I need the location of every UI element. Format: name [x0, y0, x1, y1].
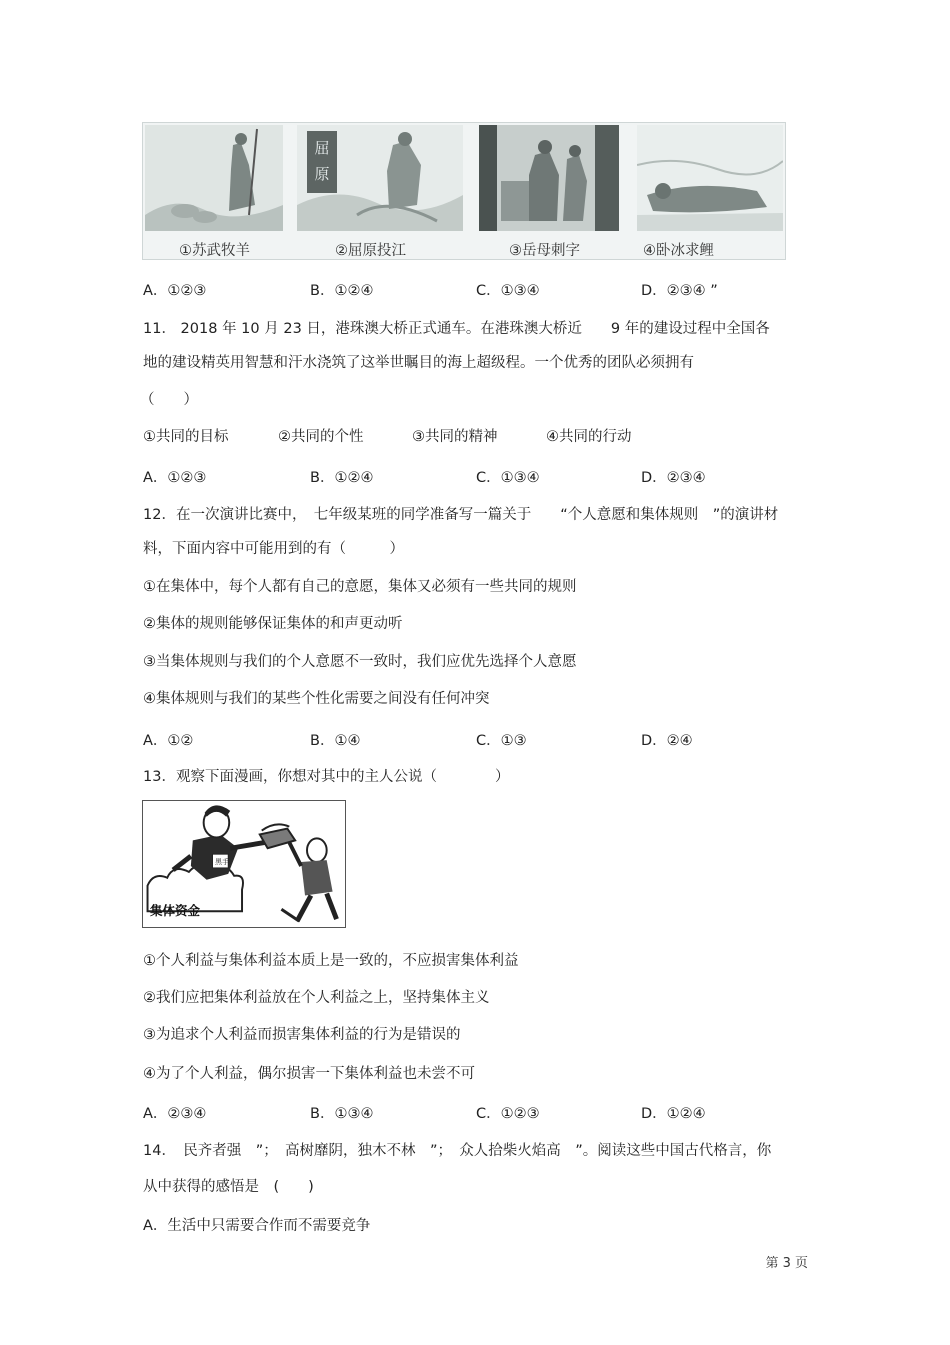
q11-stem-line-1: 11． 2018 年 10 月 23 日，港珠澳大桥正式通车。在港珠澳大桥近 9 年的建设过程中全国各 — [143, 321, 770, 337]
q10-panel-4-image — [637, 125, 783, 231]
q11-item-2: ②共同的个性 — [278, 429, 364, 445]
q14-option-a[interactable]: A．生活中只需要合作而不需要竞争 — [143, 1218, 371, 1234]
q11-item-3: ③共同的精神 — [412, 429, 498, 445]
q10-option-b[interactable]: B．①②④ — [310, 283, 374, 299]
q13-comic-label: 集体资金 — [150, 903, 201, 918]
q12-option-b[interactable]: B．①④ — [310, 733, 361, 749]
q12-option-c[interactable]: C．①③ — [476, 733, 527, 749]
q11-item-1: ①共同的目标 — [143, 429, 229, 445]
q12-stem-line-1: 12．在一次演讲比赛中， 七年级某班的同学准备写一篇关于 “个人意愿和集体规则 ”的演讲材 — [143, 507, 779, 523]
q10-picture-strip — [142, 122, 786, 260]
q14-stem-line-2: 从中获得的感悟是 ( ) — [143, 1179, 314, 1195]
q10-caption-3: ③岳母刺字 — [509, 243, 580, 259]
q12-stem-line-2: 料，下面内容中可能用到的有（ ） — [143, 541, 404, 557]
page-number: 第 3 页 — [765, 1256, 808, 1271]
q10-panel-1-image — [145, 125, 283, 231]
q12-item-2: ②集体的规则能够保证集体的和声更动听 — [143, 616, 403, 632]
q13-option-c[interactable]: C．①②③ — [476, 1106, 540, 1122]
q14-stem-line-1: 14． 民齐者强 ”； 高树靡阴，独木不林 ”； 众人拾柴火焰高 ”。阅读这些中国古代格言，你 — [143, 1143, 772, 1159]
q10-caption-2: ②屈原投江 — [335, 243, 406, 259]
q12-item-1: ①在集体中，每个人都有自己的意愿，集体又必须有一些共同的规则 — [143, 579, 577, 595]
q13-option-d[interactable]: D．①②④ — [641, 1106, 706, 1122]
q13-stem-line-1: 13．观察下面漫画，你想对其中的主人公说（ ） — [143, 769, 510, 785]
q10-option-a[interactable]: A．①②③ — [143, 283, 207, 299]
q10-panel-2-image — [297, 125, 463, 231]
q11-answer-parens: （ ） — [140, 392, 198, 408]
q11-option-a[interactable]: A．①②③ — [143, 470, 207, 486]
q13-comic-image — [142, 800, 346, 928]
q13-comic-tag: 黑手 — [215, 858, 229, 866]
q13-item-4: ④为了个人利益，偶尔损害一下集体利益也未尝不可 — [143, 1066, 475, 1082]
q10-panel-3-image — [479, 125, 619, 231]
q10-caption-1: ①苏武牧羊 — [179, 243, 250, 259]
q11-option-b[interactable]: B．①②④ — [310, 470, 374, 486]
q10-option-d[interactable]: D．②③④ ” — [641, 283, 718, 299]
q10-option-c[interactable]: C．①③④ — [476, 283, 540, 299]
q12-item-4: ④集体规则与我们的某些个性化需要之间没有任何冲突 — [143, 691, 490, 707]
q11-item-4: ④共同的行动 — [546, 429, 632, 445]
q10-panel-2-title-text: 屈原 — [314, 139, 330, 183]
q13-item-1: ①个人利益与集体利益本质上是一致的，不应损害集体利益 — [143, 953, 519, 969]
q11-option-d[interactable]: D．②③④ — [641, 470, 706, 486]
q13-item-2: ②我们应把集体利益放在个人利益之上，坚持集体主义 — [143, 990, 490, 1006]
q13-option-a[interactable]: A．②③④ — [143, 1106, 207, 1122]
q12-option-a[interactable]: A．①② — [143, 733, 194, 749]
q13-item-3: ③为追求个人利益而损害集体利益的行为是错误的 — [143, 1027, 461, 1043]
q11-option-c[interactable]: C．①③④ — [476, 470, 540, 486]
q10-caption-4: ④卧冰求鲤 — [643, 243, 714, 259]
q11-stem-line-2: 地的建设精英用智慧和汗水浇筑了这举世瞩目的海上超级程。一个优秀的团队必须拥有 — [143, 355, 694, 371]
q13-option-b[interactable]: B．①③④ — [310, 1106, 374, 1122]
q12-item-3: ③当集体规则与我们的个人意愿不一致时，我们应优先选择个人意愿 — [143, 654, 577, 670]
q12-option-d[interactable]: D．②④ — [641, 733, 693, 749]
